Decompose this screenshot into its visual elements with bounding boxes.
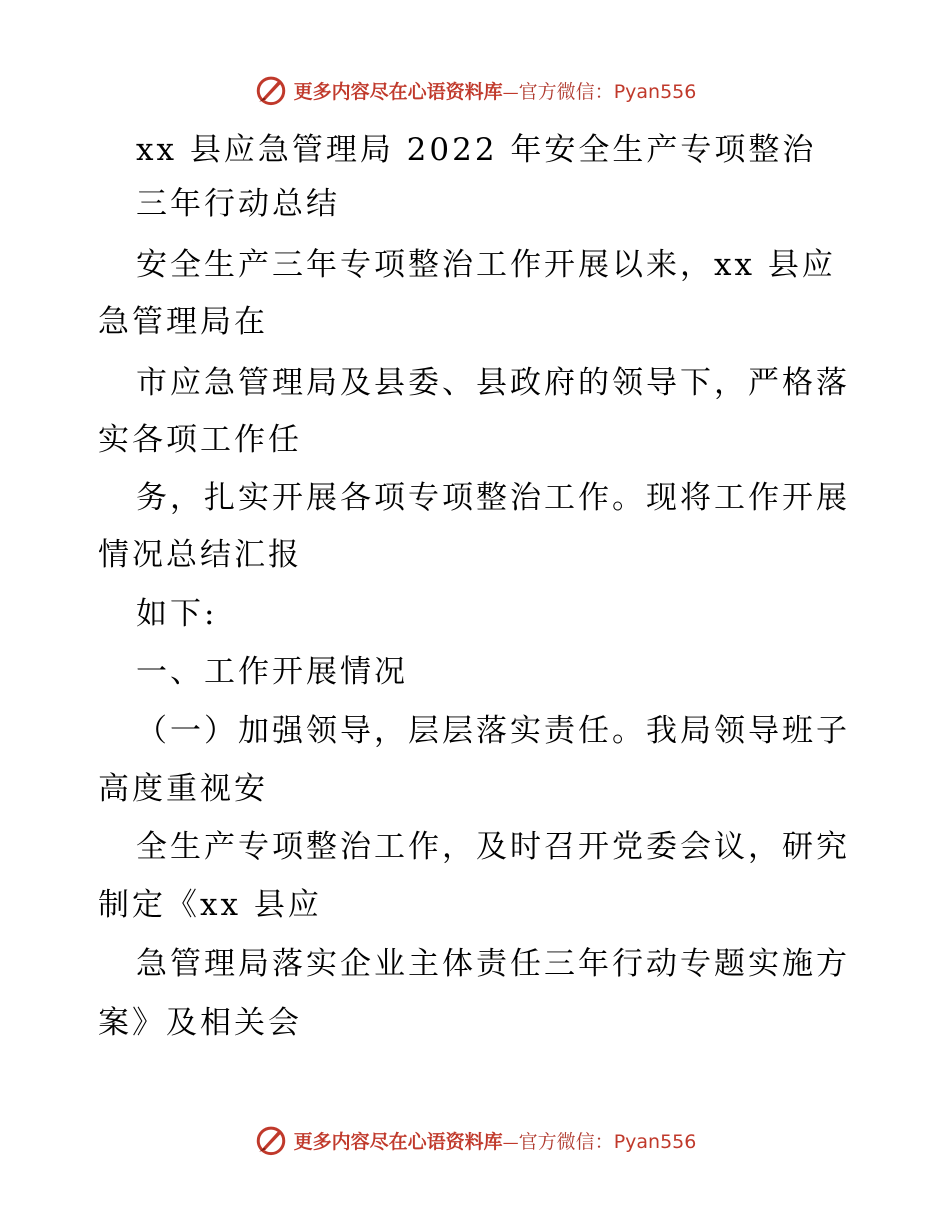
section-heading: 一、工作开展情况 (136, 654, 408, 690)
paragraph-line: 情况总结汇报 (98, 537, 302, 573)
paragraph-line: 全生产专项整治工作，及时召开党委会议，研究 (136, 829, 850, 865)
watermark-dash: — (502, 82, 519, 102)
quill-logo-icon (254, 73, 288, 107)
paragraph-line: 制定《xx 县应 (98, 887, 322, 923)
watermark-wechat-label: 官方微信： (518, 1130, 614, 1153)
watermark-main-text: 更多内容尽在心语资料库 (293, 1130, 503, 1153)
paragraph-line: 如下: (136, 596, 218, 632)
paragraph-line: 务，扎实开展各项专项整治工作。现将工作开展 (136, 480, 850, 516)
watermark-banner-top (0, 68, 950, 112)
watermark-dash: — (502, 1132, 519, 1152)
watermark-wechat-label: 官方微信： (518, 80, 614, 103)
title-line-2: 三年行动总结 (136, 186, 340, 222)
quill-logo-icon (254, 1123, 288, 1157)
watermark-main-text: 更多内容尽在心语资料库 (293, 80, 503, 103)
watermark-banner-bottom (0, 1118, 950, 1162)
paragraph-line: 市应急管理局及县委、县政府的领导下，严格落 (136, 365, 850, 401)
paragraph-line: 安全生产三年专项整治工作开展以来，xx 县应 (136, 247, 836, 283)
watermark-wechat-id: Pyan556 (613, 1130, 697, 1153)
paragraph-line: 急管理局在 (98, 304, 268, 340)
watermark-wechat-id: Pyan556 (613, 80, 697, 103)
paragraph-line: 实各项工作任 (98, 422, 302, 458)
paragraph-line: 高度重视安 (98, 771, 268, 807)
paragraph-line: 案》及相关会 (98, 1005, 302, 1041)
paragraph-line: （一）加强领导，层层落实责任。我局领导班子 (136, 713, 850, 749)
paragraph-line: 急管理局落实企业主体责任三年行动专题实施方 (136, 946, 850, 982)
title-line-1: xx 县应急管理局 2022 年安全生产专项整治 (136, 132, 817, 168)
